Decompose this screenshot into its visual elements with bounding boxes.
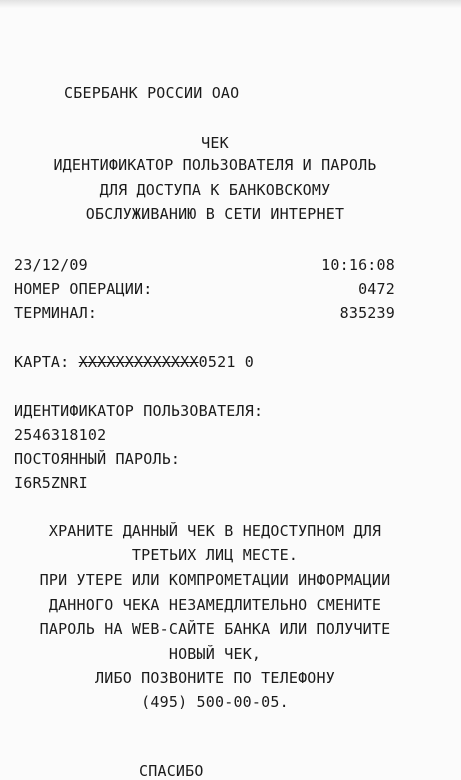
- terminal-label: ТЕРМИНАЛ:: [14, 304, 98, 322]
- notice-line-5: ПАРОЛЬ НА WEB-САЙТЕ БАНКА ИЛИ ПОЛУЧИТЕ: [39, 620, 391, 638]
- user-id-label: ИДЕНТИФИКАТОР ПОЛЬЗОВАТЕЛЯ:: [14, 402, 264, 420]
- receipt-title: ЧЕК: [201, 134, 229, 152]
- notice-line-6: НОВЫЙ ЧЕК,: [168, 645, 262, 663]
- user-id-value: 2546318102: [14, 426, 107, 444]
- phone-number: (495) 500-00-05.: [141, 693, 289, 711]
- date: 23/12/09: [14, 256, 88, 274]
- password-label: ПОСТОЯННЫЙ ПАРОЛЬ:: [14, 450, 181, 468]
- paper-edge-shadow: [0, 0, 461, 8]
- description-line-1: ИДЕНТИФИКАТОР ПОЛЬЗОВАТЕЛЯ И ПАРОЛЬ: [53, 156, 377, 174]
- terminal-number: 835239: [339, 304, 395, 322]
- card-masked-digits: XXXXXXXXXXXXX: [78, 353, 199, 371]
- notice-line-4: ДАННОГО ЧЕКА НЕЗАМЕДЛИТЕЛЬНО СМЕНИТЕ: [48, 596, 382, 614]
- card-suffix: 0521 0: [198, 353, 255, 371]
- notice-line-2: ТРЕТЬИХ ЛИЦ МЕСТЕ.: [131, 546, 299, 564]
- footer-thanks: СПАСИБО: [139, 762, 204, 780]
- operation-label: НОМЕР ОПЕРАЦИИ:: [14, 280, 153, 298]
- notice-line-1: ХРАНИТЕ ДАННЫЙ ЧЕК В НЕДОСТУПНОМ ДЛЯ: [48, 522, 382, 540]
- card-row: [14, 353, 254, 371]
- description-line-3: ОБСЛУЖИВАНИЮ В СЕТИ ИНТЕРНЕТ: [85, 205, 345, 223]
- description-line-2: ДЛЯ ДОСТУПА К БАНКОВСКОМУ: [99, 181, 331, 199]
- time: 10:16:08: [321, 256, 395, 274]
- bank-name: СБЕРБАНК РОССИИ ОАО: [64, 84, 240, 102]
- notice-line-7: ЛИБО ПОЗВОНИТЕ ПО ТЕЛЕФОНУ: [95, 669, 335, 687]
- operation-number: 0472: [358, 280, 395, 298]
- notice-line-3: ПРИ УТЕРЕ ИЛИ КОМПРОМЕТАЦИИ ИНФОРМАЦИИ: [39, 571, 391, 589]
- password-value: I6R5ZNRI: [14, 474, 88, 492]
- card-label: КАРТА:: [14, 353, 70, 371]
